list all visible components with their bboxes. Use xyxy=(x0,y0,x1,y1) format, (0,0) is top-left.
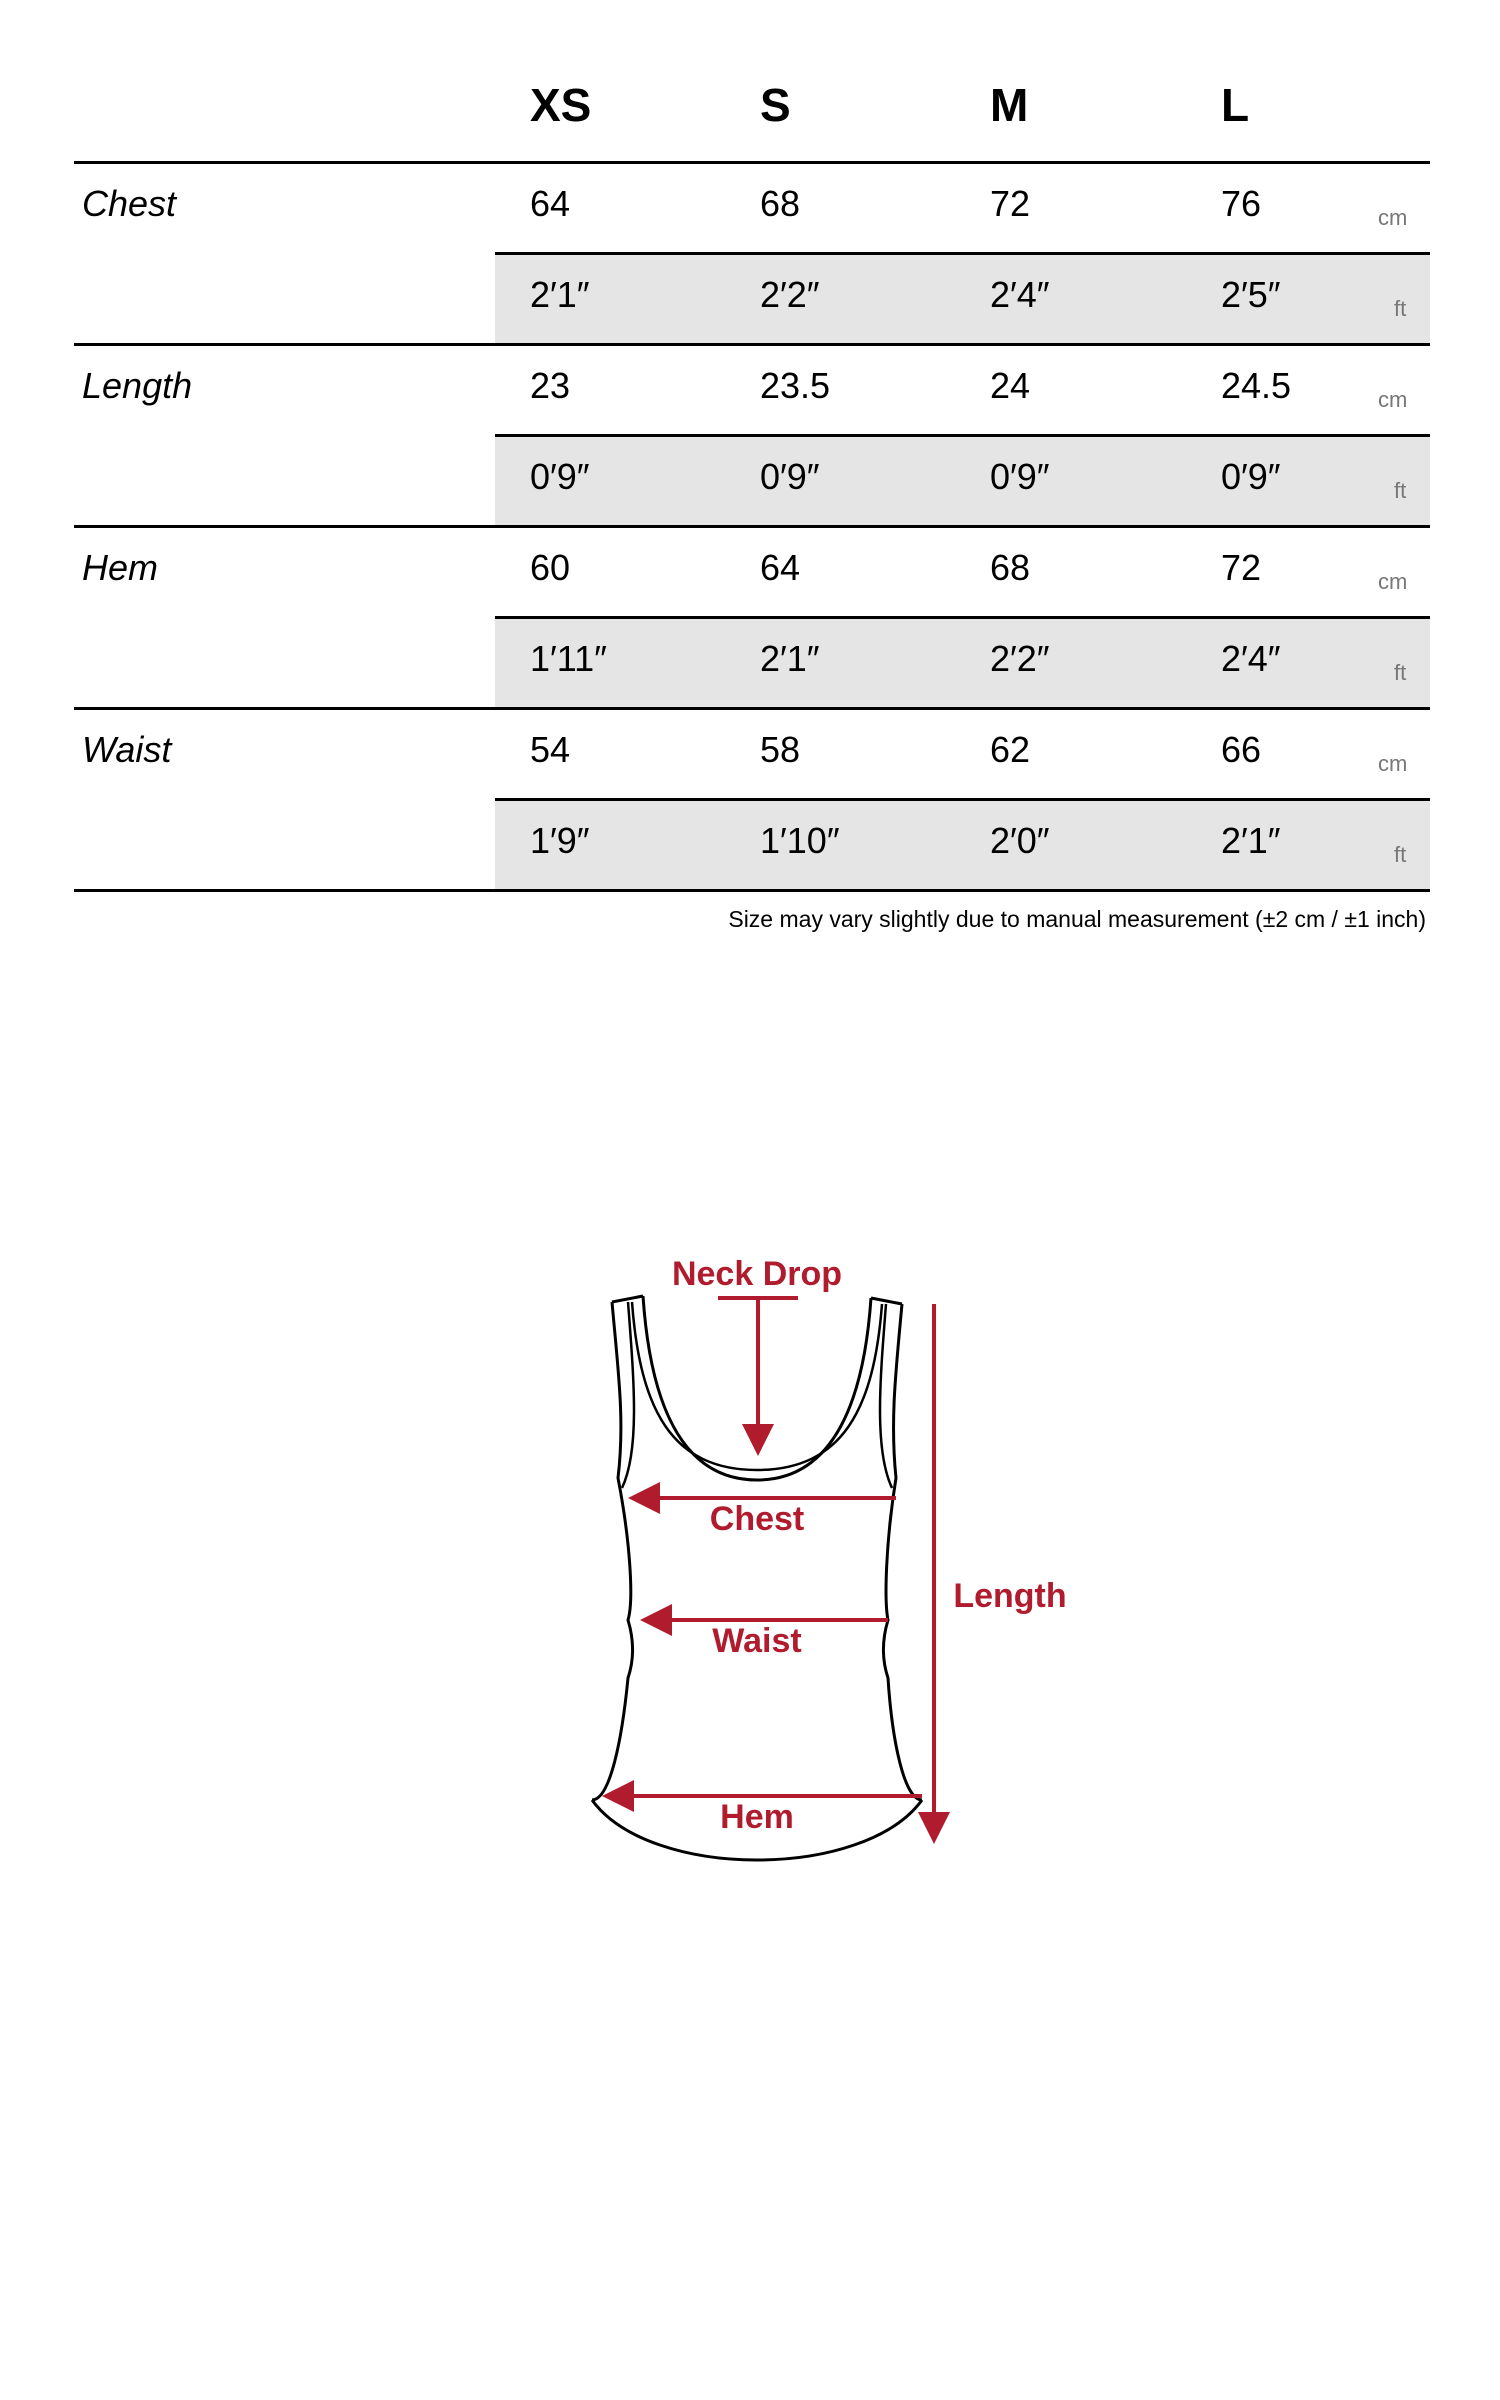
unit-cm: cm xyxy=(1378,387,1408,412)
ft-value: 2′5″ xyxy=(1221,274,1281,315)
ft-value: 0′9″ xyxy=(530,456,590,497)
ft-value: 2′1″ xyxy=(1221,820,1281,861)
ft-value: 1′11″ xyxy=(530,638,607,679)
right-armhole-binding xyxy=(880,1304,892,1488)
ft-value: 2′4″ xyxy=(990,274,1050,315)
unit-cm: cm xyxy=(1378,569,1408,594)
waist-label: Waist xyxy=(712,1622,802,1660)
cm-value: 24.5 xyxy=(1221,365,1292,406)
unit-ft: ft xyxy=(1394,660,1407,685)
cm-value: 64 xyxy=(530,183,571,224)
measure-label-chest: Chest xyxy=(82,183,177,224)
size-header-m: M xyxy=(990,79,1029,131)
cm-value: 58 xyxy=(760,729,801,770)
size-header-l: L xyxy=(1221,79,1250,131)
hem-label: Hem xyxy=(720,1798,794,1836)
ft-value: 2′4″ xyxy=(1221,638,1281,679)
ft-value: 1′10″ xyxy=(760,820,840,861)
garment-left-side xyxy=(592,1302,633,1800)
cm-value: 76 xyxy=(1221,183,1262,224)
cm-value: 64 xyxy=(760,547,801,588)
ft-value: 2′2″ xyxy=(760,274,820,315)
left-strap-top xyxy=(612,1296,643,1302)
cm-value: 23.5 xyxy=(760,365,831,406)
cm-value: 62 xyxy=(990,729,1031,770)
cm-value: 72 xyxy=(990,183,1031,224)
measure-label-waist: Waist xyxy=(82,729,172,770)
ft-value: 2′1″ xyxy=(530,274,590,315)
cm-value: 66 xyxy=(1221,729,1262,770)
measure-label-hem: Hem xyxy=(82,547,159,588)
length-label: Length xyxy=(953,1577,1067,1615)
cm-value: 23 xyxy=(530,365,571,406)
ft-value: 0′9″ xyxy=(760,456,820,497)
ft-value: 2′0″ xyxy=(990,820,1050,861)
ft-value: 2′2″ xyxy=(990,638,1050,679)
neck-drop-label: Neck Drop xyxy=(671,1255,843,1293)
unit-ft: ft xyxy=(1394,296,1407,321)
chest-label: Chest xyxy=(709,1500,805,1538)
garment-right-side xyxy=(884,1304,923,1800)
cm-value: 68 xyxy=(990,547,1031,588)
size-header-xs: XS xyxy=(530,79,592,131)
ft-value: 0′9″ xyxy=(990,456,1050,497)
ft-value: 1′9″ xyxy=(530,820,590,861)
left-armhole-binding xyxy=(622,1302,634,1488)
unit-cm: cm xyxy=(1378,751,1408,776)
cm-value: 72 xyxy=(1221,547,1262,588)
measure-label-length: Length xyxy=(82,365,193,406)
right-strap-top xyxy=(871,1298,902,1304)
unit-ft: ft xyxy=(1394,842,1407,867)
size-header-s: S xyxy=(760,79,791,131)
cm-value: 54 xyxy=(530,729,571,770)
cm-value: 24 xyxy=(990,365,1031,406)
ft-value: 2′1″ xyxy=(760,638,820,679)
cm-value: 68 xyxy=(760,183,801,224)
measurement-note: Size may vary slightly due to manual measurement (±2 cm / ±1 inch) xyxy=(728,906,1426,932)
cm-value: 60 xyxy=(530,547,571,588)
unit-cm: cm xyxy=(1378,205,1408,230)
ft-value: 0′9″ xyxy=(1221,456,1281,497)
unit-ft: ft xyxy=(1394,478,1407,503)
